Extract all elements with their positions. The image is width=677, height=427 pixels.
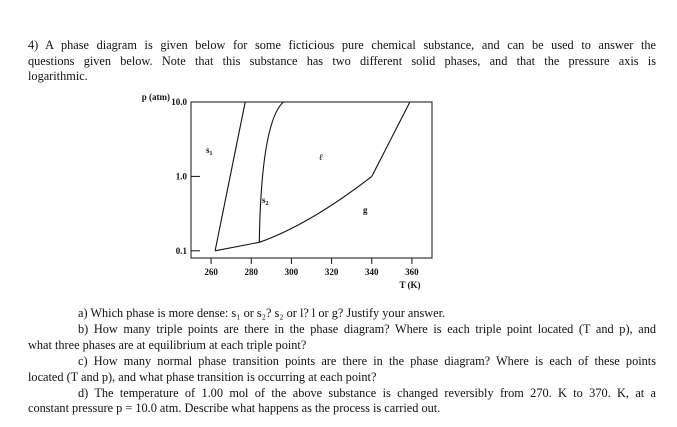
question-d: [28, 386, 656, 418]
intro-line-1: 4) A phase diagram is given below for some ficticious pure chemical substance, and can be used to answer the: [28, 38, 656, 52]
y-tick-label-10.0: 10.0: [171, 97, 187, 107]
phase-label-gas: g: [363, 205, 368, 215]
intro-line-3: logarithmic.: [28, 69, 88, 83]
question-d-first-line: d) The temperature of 1.00 mol of the above substance is changed reversibly from 270. K to 370. K, at a: [78, 385, 656, 400]
phase-diagram-svg: [130, 90, 450, 295]
boundary-s2-l: [259, 102, 283, 242]
y-tick-label-0.1: 0.1: [175, 245, 187, 256]
question-list: [28, 306, 656, 417]
question-c-first-line: c) How many normal phase transition points are there in the phase diagram? Where is each of these points: [78, 353, 656, 368]
question-c: [28, 354, 656, 386]
phase-label-s1: $s_1$: [206, 145, 213, 157]
y-tick-label-1.0: 1.0: [175, 171, 187, 182]
y-axis-title: p (atm): [141, 92, 170, 102]
question-b-first-line: b) How many triple points are there in the phase diagram? Where is each triple point located (T and p), and: [78, 321, 656, 336]
x-tick-label-260: 260: [204, 267, 218, 277]
question-b-continuation: what three phases are at equilibrium at each triple point?: [28, 337, 307, 352]
question-c-continuation: located (T and p), and what phase transition is occurring at each point?: [28, 369, 377, 384]
x-tick-label-340: 340: [365, 267, 379, 277]
boundary-s1-s2: [215, 102, 245, 251]
x-axis-title: T (K): [399, 280, 421, 290]
question-a-text: a) Which phase is more dense: s₁ or s₂? s₂ or l? l or g? Justify your answer.: [78, 306, 446, 320]
plot-frame: [191, 102, 432, 258]
phase-label-s2: $s_2$: [262, 195, 269, 207]
problem-intro: [28, 38, 656, 85]
x-tick-label-300: 300: [284, 267, 299, 277]
x-tick-label-280: 280: [244, 267, 258, 277]
x-tick-label-320: 320: [324, 267, 339, 277]
question-a: [28, 306, 656, 322]
phase-diagram: [130, 90, 450, 295]
boundary-s2-g: [259, 176, 371, 242]
intro-line-2: questions given below. Note that this substance has two different solid phases, and that the pressure axis is: [28, 53, 656, 68]
boundary-s1-g: [215, 242, 259, 251]
x-tick-label-360: 360: [405, 267, 419, 277]
question-b: [28, 322, 656, 354]
phase-label-liquid: ℓ: [319, 152, 323, 162]
boundary-l-g: [372, 102, 410, 176]
question-d-continuation: constant pressure p = 10.0 atm. Describe what happens as the process is carried out.: [28, 401, 441, 416]
